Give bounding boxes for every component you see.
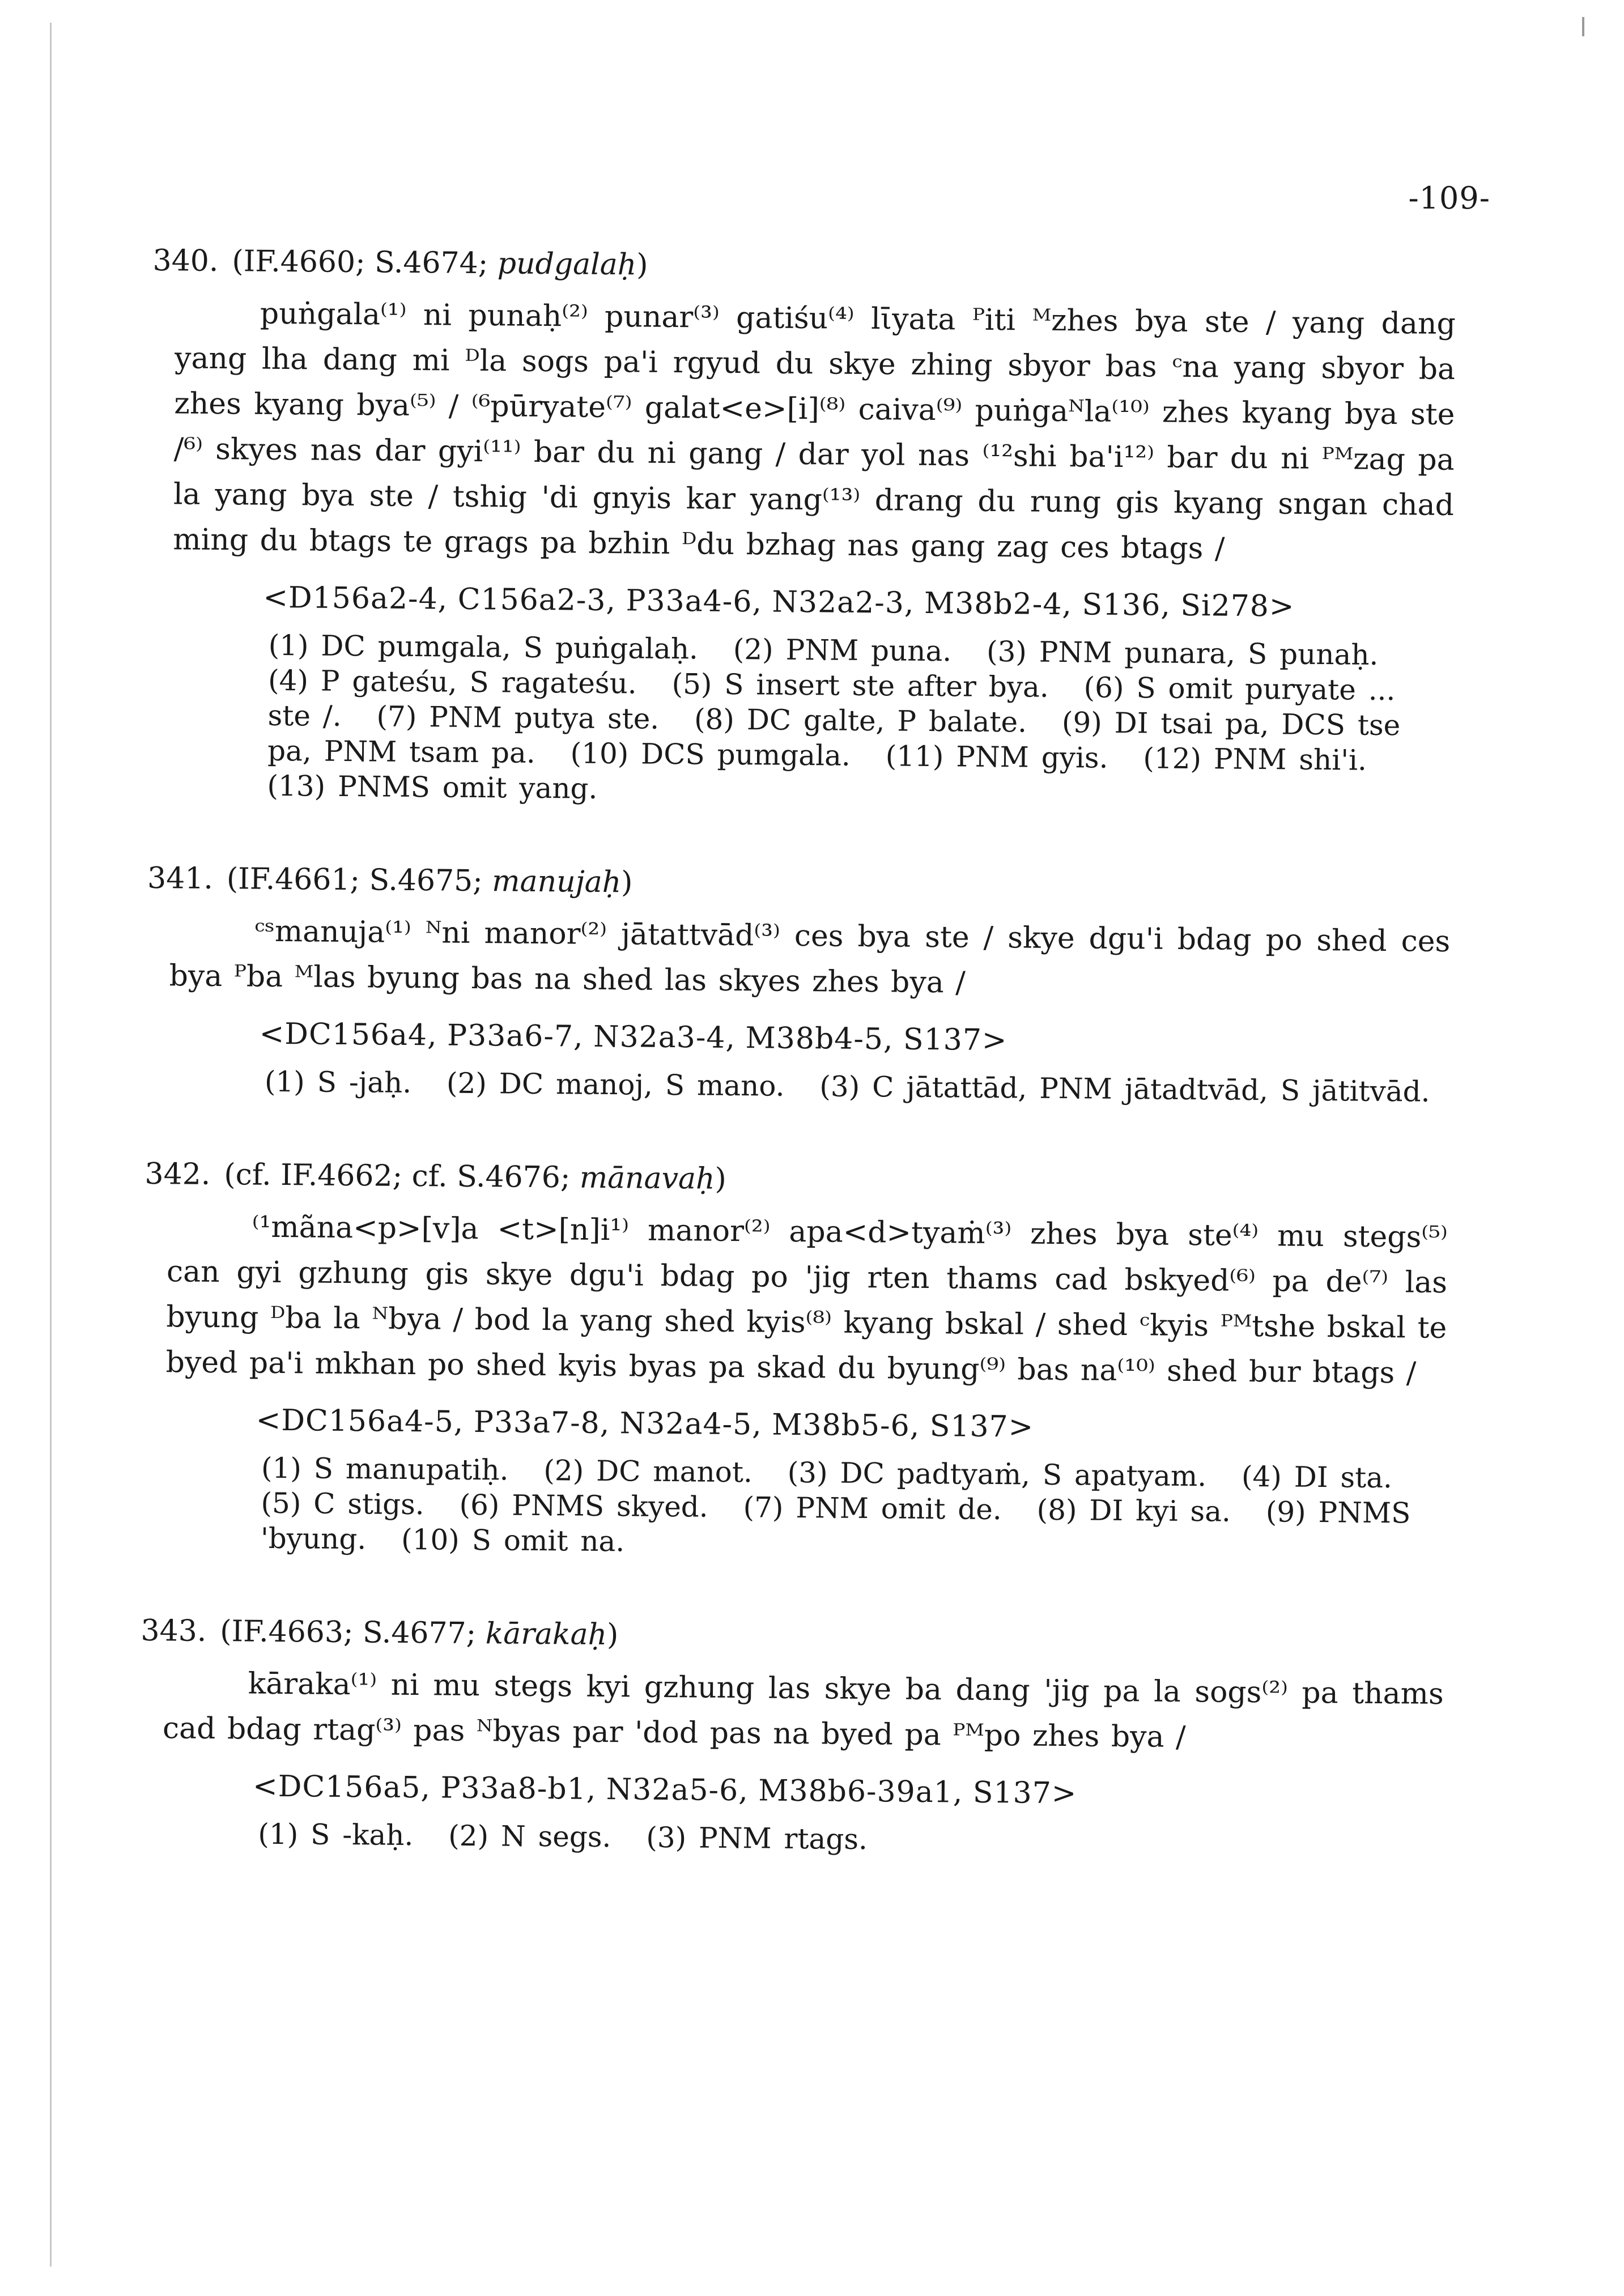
note: (5) C stigs.	[261, 1486, 424, 1521]
note: (13) PNMS omit yang.	[267, 769, 598, 805]
entry-number: 342.	[144, 1156, 211, 1192]
corner-mark	[1582, 17, 1584, 36]
entry-text: kāraka⁽¹⁾ ni mu stegs kyi gzhung las skye ba dang 'jig pa la sogs⁽²⁾ pa thams cad bdag rtag⁽³⁾ pas ᴺbyas par 'dod pas na byed pa ᴾᴹpo zhes bya /	[162, 1666, 1444, 1755]
entry-header	[144, 1151, 1448, 1208]
entry-header-refs: (IF.4660; S.4674;	[232, 244, 498, 281]
entry-sigla: <DC156a5, P33a8-b1, N32a5-6, M38b6-39a1, S137>	[252, 1769, 1077, 1811]
note: (1) S -jaḥ.	[264, 1065, 412, 1100]
note: (3) DC padtyaṁ, S apatyam.	[787, 1456, 1207, 1493]
note: (11) PNM gyis.	[885, 739, 1108, 775]
entry-header-term: manujaḥ	[492, 864, 622, 900]
entry-header-close: )	[606, 1618, 619, 1652]
entry-text: ᶜˢmanuja⁽¹⁾ ᴺni manor⁽²⁾ jātattvād⁽³⁾ ces bya ste / skye dgu'i bdag po shed ces bya ᴾba ᴹlas byung bas na shed las skyes zhes bya /	[169, 914, 1451, 1000]
entry-number: 341.	[147, 861, 214, 896]
entry-sigla: <DC156a4, P33a6-7, N32a3-4, M38b4-5, S137>	[259, 1017, 1007, 1058]
note: (10) DCS pumgala.	[570, 737, 851, 772]
note: (8) DI kyi sa.	[1036, 1493, 1231, 1528]
note: (7) PNM putya ste.	[376, 700, 660, 735]
entry-header-refs: (cf. IF.4662; cf. S.4676;	[224, 1158, 580, 1195]
entry-notes	[258, 1817, 1425, 1862]
note: (9) DI tsai pa, DCS tse pa, PNM tsam pa.	[267, 706, 1401, 769]
entry-342	[142, 1151, 1448, 1566]
entry-sigla: <DC156a4-5, P33a7-8, N32a4-5, M38b5-6, S137>	[256, 1403, 1034, 1444]
note: (6) S omit puryate ... ste /.	[267, 671, 1396, 733]
entry-header-close: )	[636, 248, 648, 282]
note: (2) DC manoj, S mano.	[446, 1066, 785, 1103]
entry-sigla: <D156a2-4, C156a2-3, P33a4-6, N32a2-3, M38b2-4, S136, Si278>	[263, 580, 1295, 624]
note: (3) PNM punara, S punaḥ.	[986, 635, 1379, 671]
entry-header-term: mānavaḥ	[579, 1160, 715, 1196]
note: (9) PNMS 'byung.	[260, 1495, 1411, 1556]
note: (1) DC pumgala, S puṅgalaḥ.	[268, 628, 699, 666]
note: (2) N segs.	[448, 1819, 611, 1854]
note: (1) S manupatiḥ.	[261, 1451, 509, 1487]
note: (8) DC galte, P balate.	[694, 703, 1027, 739]
entry-341	[146, 856, 1451, 1109]
note: (2) DC manot.	[543, 1454, 753, 1489]
note: (10) S omit na.	[401, 1523, 625, 1558]
note: (12) PNM shi'i.	[1143, 742, 1367, 777]
note: (6) PNMS skyed.	[459, 1488, 708, 1524]
entry-header	[141, 1608, 1444, 1665]
note: (4) DI sta.	[1241, 1460, 1393, 1495]
entry-header	[152, 238, 1456, 295]
entry-343	[139, 1608, 1444, 1862]
entry-number: 343.	[141, 1613, 207, 1648]
note: (7) PNM omit de.	[743, 1491, 1002, 1527]
entry-header-term: pudgalaḥ	[497, 246, 637, 282]
entry-header-close: )	[715, 1162, 727, 1196]
note: (1) S -kaḥ.	[258, 1817, 414, 1852]
note: (5) S insert ste after bya.	[671, 667, 1049, 704]
note: (3) PNM rtags.	[646, 1821, 868, 1856]
entry-header-close: )	[620, 865, 633, 900]
entry-text: puṅgala⁽¹⁾ ni punaḥ⁽²⁾ punar⁽³⁾ gatiśu⁽⁴⁾ lῑyata ᴾiti ᴹzhes bya ste / yang dang yang lha dang mi ᴰla sogs pa'i rgyud du skye zhing sbyor bas ᶜna yang sbyor ba zhes kyang bya⁽⁵⁾ / ⁽⁶pūryate⁽⁷⁾ galat<e>[i]⁽⁸⁾ caiva⁽⁹⁾ puṅgaᴺla⁽¹⁰⁾ zhes kyang bya ste /⁶⁾ skyes nas dar gyi⁽¹¹⁾ bar du ni gang / dar yol nas ⁽¹²shi ba'i¹²⁾ bar du ni ᴾᴹzag pa la yang bya ste / tshig 'di gnyis kar yang⁽¹³⁾ drang du rung gis kyang sngan chad ming du btags te grags pa bzhin ᴰdu bzhag nas gang zag ces btags /	[173, 296, 1456, 566]
entry-notes	[265, 1064, 1432, 1109]
note: (2) PNM puna.	[733, 632, 952, 668]
page-number: -109-	[1408, 180, 1490, 216]
page-content	[138, 238, 1456, 1915]
entry-header-refs: (IF.4661; S.4675;	[226, 862, 492, 899]
entry-text: ⁽¹mãna<p>[v]a <t>[n]i¹⁾ manor⁽²⁾ apa<d>tyaṁ⁽³⁾ zhes bya ste⁽⁴⁾ mu stegs⁽⁵⁾ can gyi gzhung gis skye dgu'i bdag po 'jig rten thams cad bskyed⁽⁶⁾ pa de⁽⁷⁾ las byung ᴰba la ᴺbya / bod la yang shed kyis⁽⁸⁾ kyang bskal / shed ᶜkyis ᴾᴹtshe bskal te byed pa'i mkhan po shed kyis byas pa skad du byung⁽⁹⁾ bas na⁽¹⁰⁾ shed bur btags /	[165, 1210, 1448, 1391]
entry-header-refs: (IF.4663; S.4677;	[220, 1614, 486, 1651]
entry-header	[147, 856, 1451, 912]
entry-notes	[267, 628, 1436, 814]
entry-number: 340.	[152, 243, 219, 279]
entry-notes	[261, 1451, 1429, 1566]
entry-340	[148, 238, 1456, 814]
note: (3) C jātattād, PNM jātadtvād, S jātitvād.	[819, 1070, 1430, 1108]
note: (4) P gateśu, S ragateśu.	[267, 664, 637, 700]
binding-edge-line	[50, 23, 52, 2267]
entry-header-term: kārakaḥ	[485, 1617, 607, 1652]
